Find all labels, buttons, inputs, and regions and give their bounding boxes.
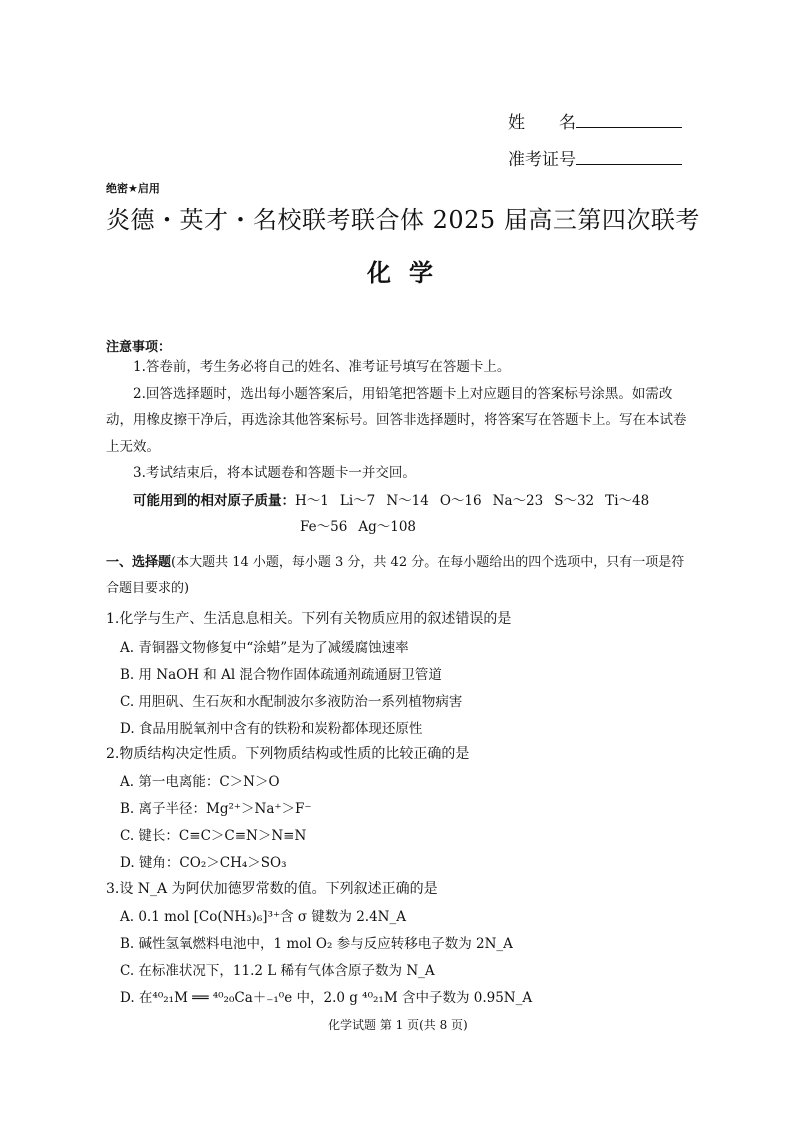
exam-title: 炎德・英才・名校联考联合体 2025 届高三第四次联考 [106,206,700,234]
question-1-option-b: B. 用 NaOH 和 Al 混合物作固体疏通剂疏通厨卫管道 [120,667,442,683]
name-blank [576,109,682,128]
question-3-stem: 3.设 N_A 为阿伏加德罗常数的值。下列叙述正确的是 [106,881,438,897]
section-description: (本大题共 14 小题，每小题 3 分，共 42 分。在每小题给出的四个选项中，只有一项是符合题目要求的) [106,555,685,596]
question-3-option-a: A. 0.1 mol [Co(NH₃)₆]³⁺含 σ 键数为 2.4N_A [120,909,406,925]
question-2-option-b: B. 离子半径：Mg²⁺＞Na⁺＞F⁻ [120,801,312,817]
question-1-stem: 1.化学与生产、生活息息相关。下列有关物质应用的叙述错误的是 [106,611,512,627]
notice-list [106,354,696,487]
question-3-option-b: B. 碱性氢氧燃料电池中，1 mol O₂ 参与反应转移电子数为 2N_A [120,936,513,952]
question-1-option-c: C. 用胆矾、生石灰和水配制波尔多液防治一系列植物病害 [120,694,463,710]
notice-item: 2.回答选择题时，选出每小题答案后，用铅笔把答题卡上对应题目的答案标号涂黑。如需改动，用橡皮擦干净后，再选涂其他答案标号。回答非选择题时，将答案写在答题卡上。写在本试卷上无效。 [106,385,687,455]
page-footer: 化学试题 第 1 页(共 8 页) [328,1018,468,1032]
name-label: 姓 名 [508,113,576,133]
notice-item: 1.答卷前，考生务必将自己的姓名、准考证号填写在答题卡上。 [133,359,511,375]
exam-id-blank [576,146,682,165]
atomic-masses-line-2: Fe～56 Ag～108 [300,519,416,535]
atomic-masses-values-1: H～1 Li～7 N～14 O～16 Na～23 S～32 Ti～48 [295,493,650,509]
name-field [508,108,682,133]
question-2-option-d: D. 键角：CO₂＞CH₄＞SO₃ [120,855,287,871]
question-3-option-d: D. 在⁴⁰₂₁M ══ ⁴⁰₂₀Ca＋₋₁⁰e 中，2.0 g ⁴⁰₂₁M 含中子数为 0.95N_A [120,990,533,1006]
question-2-stem: 2.物质结构决定性质。下列物质结构或性质的比较正确的是 [106,746,470,762]
question-2-option-c: C. 键长：C≡C＞C≡N＞N≡N [120,828,307,844]
question-3-option-c: C. 在标准状况下，11.2 L 稀有气体含原子数为 N_A [120,963,435,979]
question-1-option-a: A. 青铜器文物修复中“涂蜡”是为了减缓腐蚀速率 [120,640,409,656]
question-2-option-a: A. 第一电离能：C＞N＞O [120,774,280,790]
atomic-masses-label: 可能用到的相对原子质量： [133,493,295,509]
notice-heading: 注意事项： [106,340,172,355]
notice-item: 3.考试结束后，将本试题卷和答题卡一并交回。 [133,465,416,481]
subject-title: 化学 [367,258,451,287]
section-title: 一、选择题 [106,555,172,570]
section-heading [106,550,696,602]
atomic-masses-line-1 [133,489,649,509]
question-1-option-d: D. 食品用脱氧剂中含有的铁粉和炭粉都体现还原性 [120,721,423,737]
confidential-label: 绝密★启用 [106,182,160,195]
exam-id-field [508,145,682,170]
exam-id-label: 准考证号 [508,150,576,170]
